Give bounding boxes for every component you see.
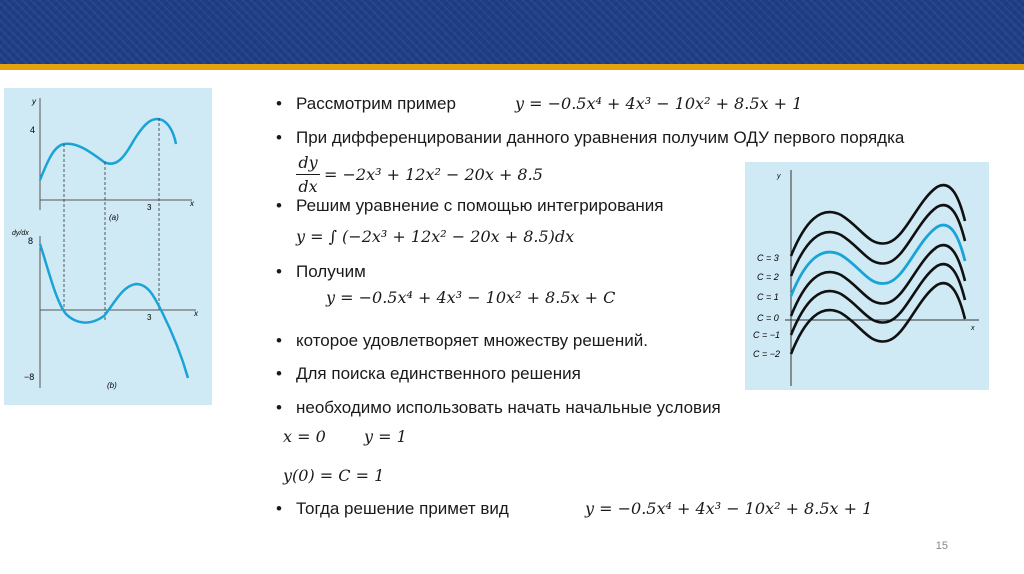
c-label-0: C = 0 <box>757 313 779 323</box>
bullet-6-text: Для поиска единственного решения <box>296 364 581 383</box>
bullet-4-text: Получим <box>296 262 366 281</box>
particular-solution: y = −0.5x⁴ + 4x³ − 10x² + 8.5x + 1 <box>585 499 873 518</box>
c-label-neg2: C = −2 <box>753 349 781 359</box>
right-figure-panel <box>745 162 989 390</box>
c-label-3: C = 3 <box>757 253 779 263</box>
bullet-3-text: Решим уравнение с помощью интегрирования <box>296 196 664 215</box>
c-label-1: C = 1 <box>757 292 779 302</box>
bullet-1-text: Рассмотрим пример <box>296 94 456 113</box>
bottom-y-axis-label: dy/dx <box>12 230 29 237</box>
top-y-tick: 4 <box>30 125 36 135</box>
bullet-marker: • <box>276 262 282 281</box>
left-figure-panel <box>4 88 212 405</box>
bullet-marker: • <box>276 398 282 417</box>
header-banner <box>0 0 1024 64</box>
header-accent-line <box>0 64 1024 70</box>
bullet-7-text: необходимо использовать начать начальные условия <box>296 398 721 417</box>
bullet-8-text: Тогда решение примет вид <box>296 499 509 518</box>
initial-condition-y: y = 1 <box>364 427 407 446</box>
fraction-bar <box>296 174 320 175</box>
page-number: 15 <box>935 540 948 552</box>
integral-equation: y = ∫ (−2x³ + 12x² − 20x + 8.5)dx <box>296 227 575 246</box>
derivative-denominator: dx <box>298 177 318 196</box>
bottom-caption: (b) <box>107 381 117 390</box>
bottom-x-tick: 3 <box>147 313 152 322</box>
bullet-marker: • <box>276 196 282 215</box>
bullet-marker: • <box>276 94 282 113</box>
solution-family-plot <box>745 162 989 390</box>
bottom-y-top-tick: 8 <box>28 236 34 246</box>
bullet-marker: • <box>276 499 282 518</box>
c-label-2: C = 2 <box>757 272 779 282</box>
top-caption: (a) <box>109 213 119 222</box>
y-curve <box>40 119 176 180</box>
ode-equation: = −2x³ + 12x² − 20x + 8.5 <box>324 165 543 184</box>
bottom-x-axis-label: x <box>194 309 198 318</box>
c-label-neg1: C = −1 <box>753 330 781 340</box>
equation-original: y = −0.5x⁴ + 4x³ − 10x² + 8.5x + 1 <box>515 94 803 113</box>
bullet-marker: • <box>276 364 282 383</box>
initial-condition-x: x = 0 <box>283 427 326 446</box>
dydx-curve <box>40 244 188 378</box>
top-x-tick: 3 <box>147 203 152 212</box>
top-y-axis-label: y <box>32 97 36 106</box>
constant-equation: y(0) = C = 1 <box>283 466 385 485</box>
right-y-axis-label: y <box>777 173 781 180</box>
bottom-y-bottom-tick: −8 <box>24 372 35 382</box>
bullet-5-text: которое удовлетворяет множеству решений. <box>296 331 648 350</box>
bullet-marker: • <box>276 331 282 350</box>
derivative-numerator: dy <box>298 153 318 172</box>
right-x-axis-label: x <box>971 325 975 332</box>
general-solution: y = −0.5x⁴ + 4x³ − 10x² + 8.5x + C <box>326 288 616 307</box>
bullet-2-text: При дифференцировании данного уравнения получим ОДУ первого порядка <box>296 128 905 147</box>
top-x-axis-label: x <box>190 199 194 208</box>
bullet-marker: • <box>276 128 282 147</box>
function-and-derivative-plot <box>4 88 212 405</box>
